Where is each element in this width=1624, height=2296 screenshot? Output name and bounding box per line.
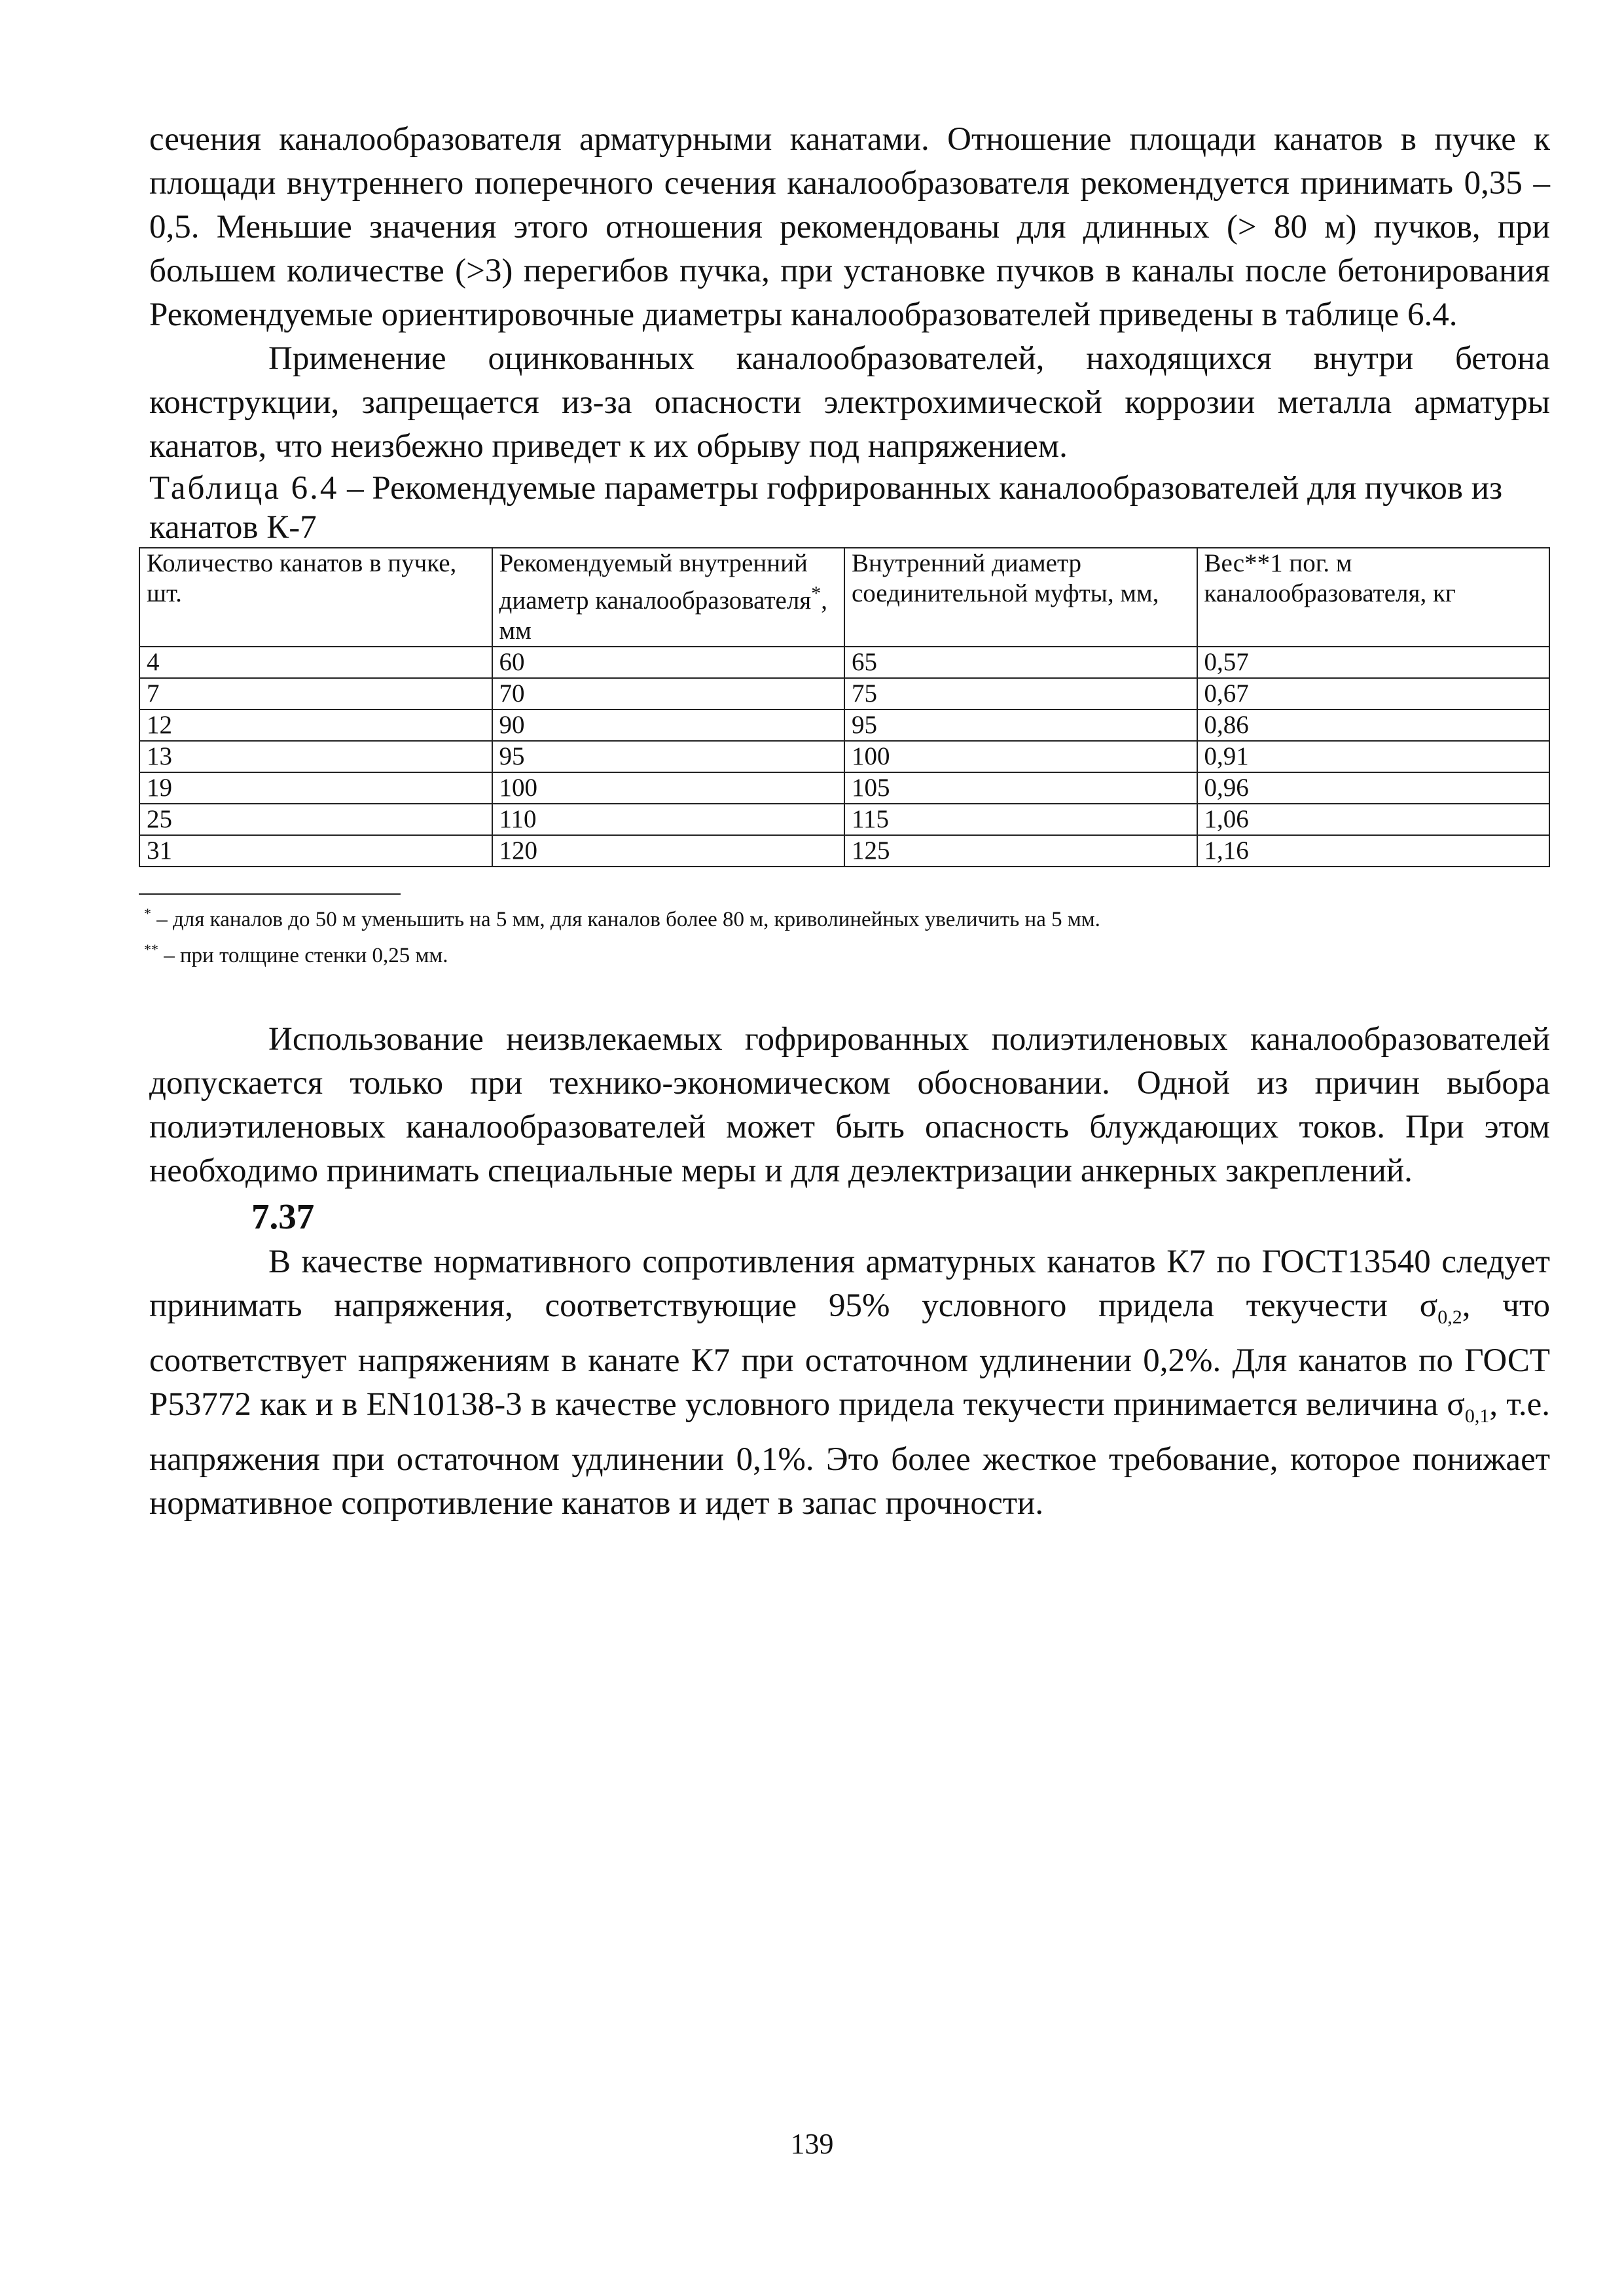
table-cell: 100 [844, 741, 1197, 772]
table-cell: 70 [492, 678, 845, 709]
paragraph-2: Применение оцинкованных каналообразователей, находящихся внутри бетона конструкции, запрещается из-за опасности электрохимической коррозии металла арматуры канатов, что неизбежно приведет к их обрыву под напряжением. [149, 340, 1550, 465]
ducts-table [139, 547, 1550, 867]
table-cell: 0,91 [1197, 741, 1550, 772]
table-row [139, 678, 1549, 709]
table-row [139, 709, 1549, 741]
table-cell: 0,57 [1197, 647, 1550, 678]
table-cell: 75 [844, 678, 1197, 709]
table-cell: 95 [844, 709, 1197, 741]
table-cell: 7 [139, 678, 492, 709]
section-number: 7.37 [251, 1196, 315, 1236]
header-cell-coupling-diameter: Внутренний диаметр соединительной муфты, мм, [844, 548, 1197, 647]
paragraph-4 [149, 1240, 1550, 1526]
table-row [139, 741, 1549, 772]
footnote-ref: * [811, 583, 821, 604]
table-cell: 65 [844, 647, 1197, 678]
table-cell: 120 [492, 835, 845, 867]
sigma-subscript-2: 0,1 [1464, 1405, 1490, 1427]
table-caption [149, 469, 1550, 547]
table-caption-text: – Рекомендуемые параметры гофрированных каналообразователей для пучков из канатов К-7 [149, 470, 1503, 546]
table-cell: 115 [844, 804, 1197, 835]
table-row [139, 835, 1549, 867]
paragraph-4-part-c: , т.е. напряжения при остаточном удлинении 0,1%. Это более жесткое требование, которое понижает нормативное сопротивление канатов и идет в запас прочности. [149, 1386, 1550, 1522]
table-cell: 1,16 [1197, 835, 1550, 867]
table-cell: 60 [492, 647, 845, 678]
table-header-row [139, 548, 1549, 647]
table-cell: 0,86 [1197, 709, 1550, 741]
footnote-1-mark: * [144, 905, 151, 922]
table-cell: 110 [492, 804, 845, 835]
header-cell-duct-diameter [492, 548, 845, 647]
header-cell-weight: Вес**1 пог. м каналообразователя, кг [1197, 548, 1550, 647]
header-cell-duct-diameter-text: Рекомендуемый внутренний диаметр каналообразователя [499, 549, 812, 615]
table-cell: 12 [139, 709, 492, 741]
footnote-1 [144, 897, 1550, 936]
table-cell: 0,96 [1197, 772, 1550, 804]
header-cell-duct-diameter-unit: , мм [499, 586, 827, 645]
footnote-1-text: – для каналов до 50 м уменьшить на 5 мм, для каналов более 80 м, криволинейных увеличить на 5 мм. [151, 908, 1100, 931]
table-cell: 125 [844, 835, 1197, 867]
table-cell: 100 [492, 772, 845, 804]
paragraph-3: Использование неизвлекаемых гофрированных полиэтиленовых каналообразователей допускается только при технико-экономическом обосновании. Одной из причин выбора полиэтиленовых каналообразователей может быть опасность блуждающих токов. При этом необходимо принимать специальные меры и для деэлектризации анкерных закреплений. [149, 1021, 1550, 1189]
paragraph-1: сечения каналообразователя арматурными канатами. Отношение площади канатов в пучке к площади внутреннего поперечного сечения каналообразователя рекомендуется принимать 0,35 – 0,5. Меньшие значения этого отношения рекомендованы для длинных (> 80 м) пучков, при большем количестве (>3) перегибов пучка, при установке пучков в каналы после бетонирования Рекомендуемые ориентировочные диаметры каналообразователей приведены в таблице 6.4. [149, 121, 1550, 333]
paragraph-4-part-b: , что соответствует напряжениям в канате К7 при остаточном удлинении 0,2%. Для канатов по ГОСТ Р53772 как и в EN10138-3 в качестве условного придела текучести принимается величина σ [149, 1287, 1551, 1424]
table-caption-label: Таблица 6.4 [149, 470, 339, 507]
page-body [144, 118, 1551, 1526]
table-cell: 95 [492, 741, 845, 772]
paragraph-4-part-a: В качестве нормативного сопротивления арматурных канатов К7 по ГОСТ13540 следует принимать напряжения, соответствующие 95% условного придела текучести σ [149, 1244, 1550, 1324]
footnote-divider [139, 893, 401, 895]
table-row [139, 647, 1549, 678]
sigma-subscript-1: 0,2 [1437, 1306, 1462, 1329]
footnote-2-mark: ** [144, 941, 158, 958]
footnote-2 [144, 933, 1550, 972]
page-number: 139 [790, 2128, 834, 2160]
table-cell: 105 [844, 772, 1197, 804]
table-cell: 90 [492, 709, 845, 741]
spacer [149, 972, 1550, 1018]
table-cell: 13 [139, 741, 492, 772]
table-cell: 0,67 [1197, 678, 1550, 709]
footnote-2-text: – при толщине стенки 0,25 мм. [158, 944, 448, 967]
header-cell-count: Количество канатов в пучке, шт. [139, 548, 492, 647]
table-cell: 4 [139, 647, 492, 678]
table-cell: 1,06 [1197, 804, 1550, 835]
table-row [139, 804, 1549, 835]
table-cell: 19 [139, 772, 492, 804]
table-cell: 25 [139, 804, 492, 835]
table-cell: 31 [139, 835, 492, 867]
table-row [139, 772, 1549, 804]
